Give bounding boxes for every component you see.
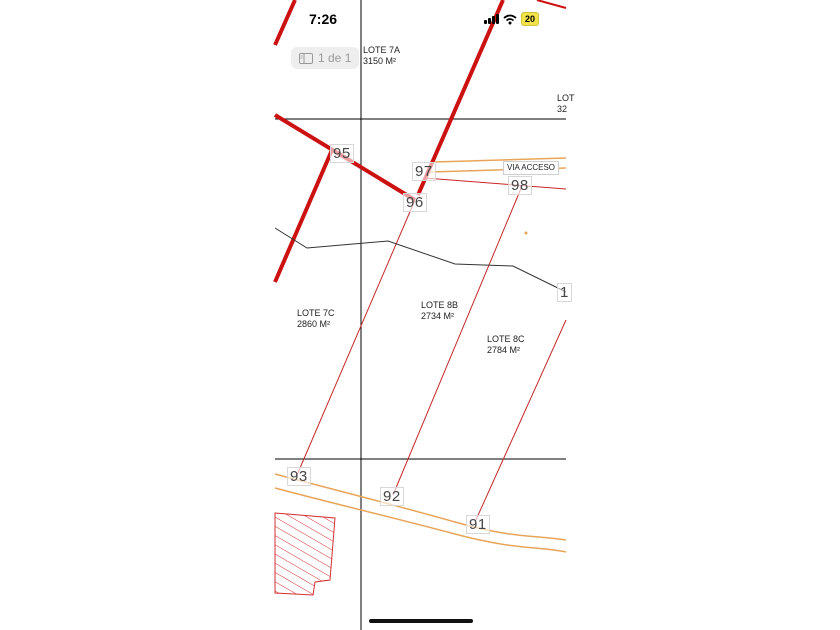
cellular-signal-icon: [484, 14, 499, 24]
status-icons: [484, 12, 539, 26]
road-label: VIA ACCESO: [503, 161, 559, 175]
page-indicator[interactable]: [291, 47, 359, 69]
point-label-92: 92: [380, 487, 404, 506]
status-time: 7:26: [309, 11, 338, 27]
home-indicator[interactable]: [369, 619, 473, 623]
lot-boundary-thick: [275, 0, 295, 45]
point-label-edge: 1: [557, 283, 572, 302]
lot-label-7c: [297, 308, 335, 330]
lot-name: LOTE 8B: [421, 300, 459, 310]
point-label-98: 98: [508, 176, 532, 195]
lot-name: LOT: [557, 93, 575, 103]
point-label-96: 96: [403, 193, 427, 212]
point-label-91: 91: [466, 515, 490, 534]
lot-line: [425, 178, 566, 189]
page-indicator-label: 1 de 1: [318, 51, 352, 65]
point-label-97: 97: [412, 162, 436, 181]
lot-boundary-thick: [537, 0, 566, 8]
survey-dot: [525, 232, 528, 235]
lot-area: 32: [557, 104, 568, 114]
hatched-area: [275, 513, 335, 595]
sidebar-icon: [299, 53, 313, 64]
lot-area: 2734 M²: [421, 311, 455, 321]
lot-name: LOTE 7C: [297, 308, 335, 318]
lot-boundary-thick: [275, 150, 332, 282]
lot-label-7a: [363, 45, 400, 67]
wifi-icon: [503, 14, 517, 25]
lot-area: 3150 M²: [363, 56, 397, 66]
point-label-95: 95: [330, 144, 354, 163]
lot-label-8c: [487, 334, 525, 356]
lot-area: 2784 M²: [487, 345, 521, 355]
point-label-93: 93: [287, 467, 311, 486]
lot-label-8b: [421, 300, 458, 322]
terrain-line: [275, 228, 566, 292]
lot-name: LOTE 7A: [363, 45, 401, 55]
phone-screen: [275, 0, 575, 630]
lot-label-edge: [557, 93, 575, 115]
lot-line: [297, 200, 415, 475]
lot-area: 2860 M²: [297, 319, 331, 329]
lot-name: LOTE 8C: [487, 334, 525, 344]
battery-icon: 20: [521, 12, 539, 26]
